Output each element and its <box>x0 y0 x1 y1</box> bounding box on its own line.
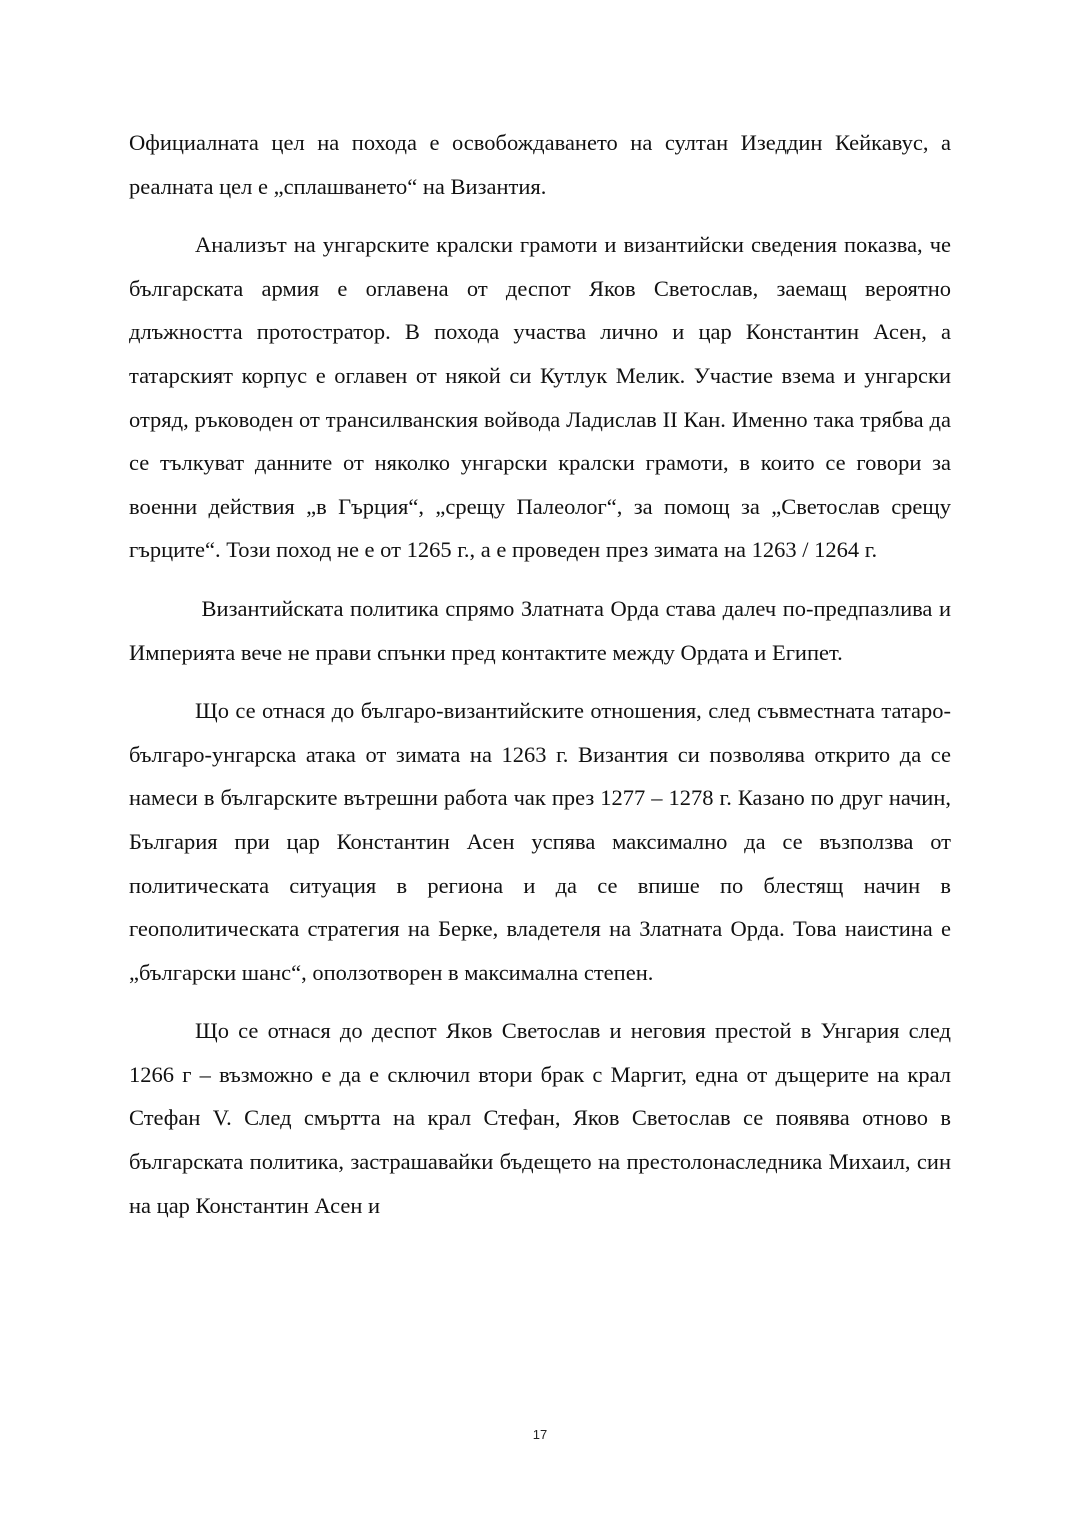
paragraph-3: Византийската политика спрямо Златната Орда става далеч по-предпазлива и Империята вече не прави спънки пред контактите между Ордата и Египет. <box>129 595 957 665</box>
paragraph-5: Що се отнася до деспот Яков Светослав и неговия престой в Унгария след 1266 г – възможно е да е сключил втори брак с Маргит, една от дъщерите на крал Стефан V. След смъртта на крал Стефан, Яков Светослав се появява отново в българската политика, застрашавайки бъдещето на престолонаследника Михаил, син на цар Константин Асен и <box>129 1018 951 1218</box>
page-number: 17 <box>532 1427 548 1442</box>
paragraph-2: Анализът на унгарските кралски грамоти и византийски сведения показва, че българската армия е оглавена от деспот Яков Светослав, заемащ вероятно длъжността протостратор. В похода участва лично и цар Константин Асен, а татарският корпус е оглавен от някой си Кутлук Мелик. Участие взема и унгарски отряд, ръководен от трансилванския войвода Ладислав II Кан. Именно така трябва да се тълкуват данните от няколко унгарски кралски грамоти, в които се говори за военни действия „в Гърция“, „срещу Палеолог“, за помощ за „Светослав срещу гърците“. Този поход не е от 1265 г., а е проведен през зимата на 1263 / 1264 г. <box>129 232 951 563</box>
paragraph-4: Що се отнася до българо-византийските отношения, след съвместната татаро-българо-унгарска атака от зимата на 1263 г. Византия си позволява открито да се намеси в българските вътрешни работа чак през 1277 – 1278 г. Казано по друг начин, България при цар Константин Асен успява максимално да се възползва от политическата ситуация в региона и да се впише по блестящ начин в геополитическата стратегия на Берке, владетеля на Златната Орда. Това наистина е „български шанс“, оползотворен в максимална степен. <box>129 698 951 985</box>
body-text <box>129 121 957 1227</box>
paragraph-1: Официалната цел на похода е освобождаването на султан Изеддин Кейкавус, а реалната цел е „сплашването“ на Византия. <box>129 130 951 199</box>
